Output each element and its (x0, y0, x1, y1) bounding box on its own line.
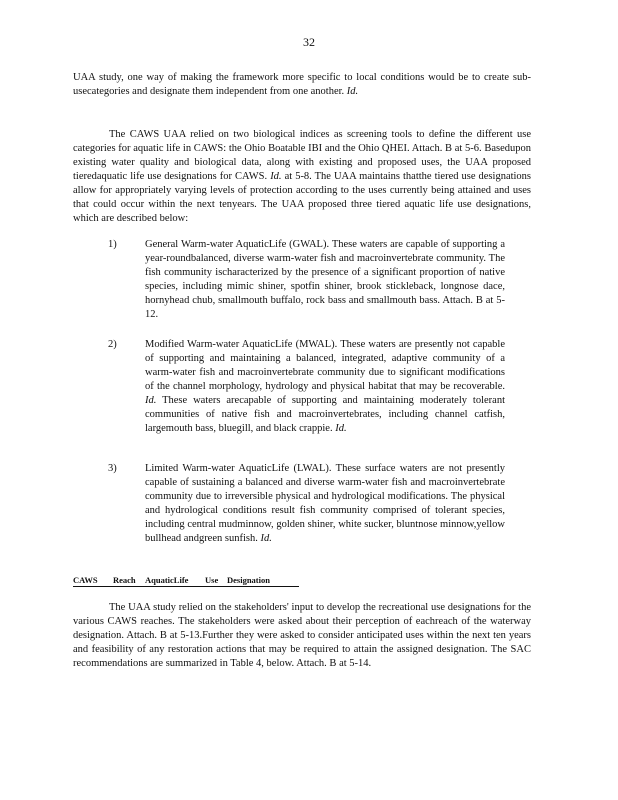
citation: Id. (335, 423, 347, 434)
heading-aquatic-life: AquaticLife (145, 575, 189, 585)
paragraph-text: UAA study, one way of making the framework more specific to local conditions would be to create sub-usecategories and designate them independent from one another. (73, 72, 531, 97)
list-text-content: Limited Warm-water AquaticLife (LWAL). These surface waters are not presently capable of sustaining a balanced and diverse warm-water fish and macroinvertebrate community due to irreversible physical and hydrological modifications. The physical and hydrological conditions result fish community comprised of tolerant species, including central mudminnow, golden shiner, white sucker, bluntnose minnow,yellow bullhead andgreen sunfish. (145, 463, 505, 544)
list-text-content: General Warm-water AquaticLife (GWAL). These waters are capable of supporting a year-roundbalanced, diverse warm-water fish and macroinvertebrate community. The fish community ischaracterized by the presence of a significant proportion of native species, including mimic shiner, spotfin shiner, brook stickleback, longnose dace, hornyhead chub, smallmouth buffalo, rock bass and smallmouth bass. Attach. B at 5-12. (145, 239, 505, 320)
list-number: 2) (108, 339, 117, 350)
paragraph-recreational-use (73, 601, 531, 671)
list-text (145, 462, 505, 546)
list-text-content: Modified Warm-water AquaticLife (MWAL). These waters are presently not capable of supporting and maintaining a balanced, integrated, adaptive community of a warm-water fish and macroinvertebrate community due to significant modifications of the channel morphology, hydrology and physical habitat that may be recoverable. (145, 339, 505, 392)
heading-reach: Reach (113, 575, 136, 585)
citation: Id. (145, 395, 157, 406)
list-text-rest: These waters arecapable of supporting and maintaining moderately tolerant communities of native fish and macroinvertebrates, including channel catfish, largemouth bass, bluegill, and black crappie. (145, 395, 505, 434)
paragraph-text: The UAA study relied on the stakeholders' input to develop the recreational use designations for the various CAWS reaches. The stakeholders were asked about their perception of eachreach of the waterway designation. Attach. B at 5-13.Further they were asked to consider anticipated uses within the next ten years and feasibility of any restoration actions that may be required to attain the assigned designation. The SAC recommendations are summarized in Table 4, below. Attach. B at 5-14. (73, 602, 531, 669)
list-text (145, 238, 505, 322)
list-text (145, 338, 505, 436)
page-number: 32 (303, 35, 315, 49)
heading-designation: Designation (227, 575, 270, 585)
paragraph-biological-indices (73, 128, 531, 226)
heading-caws: CAWS (73, 575, 98, 585)
list-number: 3) (108, 463, 117, 474)
heading-use: Use (205, 575, 219, 585)
citation: Id. (346, 86, 359, 97)
citation: Id. (260, 533, 272, 544)
section-heading (73, 575, 299, 587)
paragraph-text: The CAWS UAA relied on two biological indices as screening tools to define the different use categories for aquatic life in CAWS: the Ohio Boatable IBI and the Ohio QHEI. Attach. B at 5-6. Basedupon existing water quality and biological data, along with existing and proposed uses, the UAA proposed tieredaquatic life use designations for CAWS. (73, 129, 531, 182)
paragraph-text-rest: at 5-8. The UAA maintains thatthe tiered use designations allow for appropriately varying levels of protection according to the uses currently being attained and uses that could occur within the next tenyears. The UAA proposed three tiered aquatic life use designations, which are described below: (73, 171, 532, 224)
paragraph-uaa-framework (73, 71, 531, 99)
citation: Id. (270, 171, 282, 182)
list-number: 1) (108, 239, 117, 250)
